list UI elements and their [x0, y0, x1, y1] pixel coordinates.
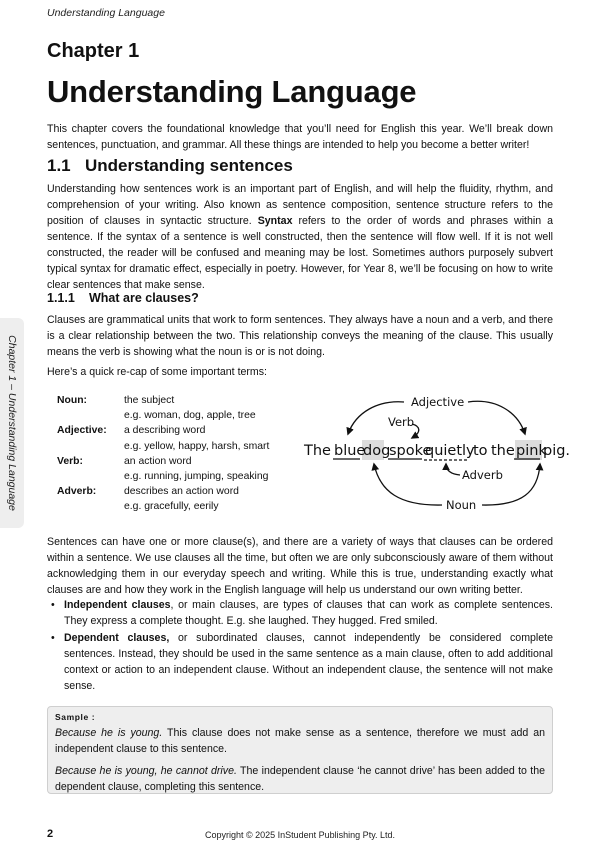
noun-arrow-left: [374, 464, 442, 505]
subsection-heading: [47, 291, 199, 305]
adverb-arrow: [446, 464, 460, 475]
sample-example-2-text: The independent clause ‘he cannot drive’ has been added to the dependent clause, completing this sentence.: [55, 765, 546, 793]
term-definition: the subject: [124, 395, 175, 406]
sample-example-2-clause: Because he is young, he cannot drive.: [55, 765, 237, 777]
word-the-2: the: [491, 443, 515, 459]
running-head: Understanding Language: [47, 7, 165, 19]
noun-label: Noun: [446, 498, 477, 512]
term-label: Verb:: [57, 455, 83, 467]
page-number: 2: [47, 828, 54, 840]
syntax-term: Syntax: [257, 215, 293, 227]
sample-example-1: [55, 725, 545, 757]
word-to: to: [473, 443, 488, 459]
word-pig: pig.: [543, 443, 571, 459]
word-spoke: spoke: [389, 443, 432, 459]
term-row: [57, 395, 269, 410]
adverb-label: Adverb: [462, 468, 503, 482]
section-paragraph: [47, 181, 553, 293]
word-blue: blue: [334, 443, 366, 459]
intro-text: This chapter covers the foundational knowledge that you’ll need for English this year. We’ll break down sentences, punctuation, and grammar. All these things are intended to help you become a better writer!: [47, 123, 553, 151]
list-item: [47, 597, 553, 629]
term-label: Adverb:: [57, 486, 97, 498]
verb-label: Verb: [388, 415, 415, 429]
section-number: 1.1: [47, 156, 71, 175]
sample-example-1-text: This clause does not make sense as a sentence, therefore we must add an independent clause to this sentence.: [55, 727, 545, 755]
copyright: Copyright © 2025 InStudent Publishing Pty. Ltd.: [204, 830, 396, 840]
terms-list: [57, 395, 269, 517]
term-row: [57, 471, 269, 486]
section-heading: [47, 156, 293, 176]
bullet-icon: •: [51, 632, 55, 644]
bullet-icon: •: [51, 599, 55, 611]
section-title: Understanding sentences: [85, 156, 293, 175]
sample-box: [47, 706, 553, 794]
clause-types-list: [47, 597, 553, 695]
term-row: [57, 486, 269, 501]
terms-table: [57, 395, 269, 517]
clauses-paragraph-text: Sentences can have one or more clause(s), and there are a variety of ways that clauses can be ordered within a sentence. We use clauses all the time, but often we are only subconsciously aware of them without acknowledging them in our everyday speech and writing. While this is true, understanding exactly what clauses are and how they work in the English language will help us understand our own writing better.: [47, 536, 553, 596]
sample-example-1-clause: Because he is young.: [55, 727, 163, 739]
section-para-before: Understanding how sentences work is an important part of English, and will help the fluidity, rhythm, and comprehension of your writing. Also known as sentence composition, sentence structure refers to the position of clauses in syntactic structure.: [47, 183, 553, 227]
term-definition: describes an action word: [124, 486, 239, 498]
chapter-title: Understanding Language: [47, 74, 417, 109]
word-quietly: quietly: [425, 443, 475, 459]
chapter-label: Chapter 1: [47, 40, 140, 62]
clauses-paragraph: [47, 534, 553, 598]
bullet-term: Dependent clauses,: [64, 632, 170, 644]
sample-example-2: [55, 763, 545, 795]
bullet-text: or subordinated clauses, cannot independently be considered complete sentences. Instead, they should be used in the same sentence as a main clause, often to add additional context or action to an independent clause. Without an independent clause, the sentence will not make sense.: [64, 632, 553, 692]
term-label: Adjective:: [57, 425, 107, 437]
recap-text: Here’s a quick re-cap of some important terms:: [47, 366, 268, 378]
word-the: The: [304, 443, 331, 459]
sample-label: Sample :: [55, 712, 96, 722]
side-tab-label: Chapter 1 – Understanding Language: [6, 335, 18, 511]
word-dog: dog: [363, 443, 391, 459]
term-row: [57, 441, 269, 456]
recap-line: [47, 364, 553, 380]
adjective-label: Adjective: [411, 395, 465, 409]
subsection-number: 1.1.1: [47, 291, 75, 305]
section-para-after: refers to the order of words and phrases within a sentence. If the syntax of a sentence is well constructed, then the sentence will flow well. If it is not well constructed, the reader will be confused and meaning may be lost. Sometimes authors purposely subvert typical syntax for dramatic effect, especially in poetry. However, for Year 8, we’ll be focusing on how to write clear sentences that make sense.: [47, 215, 553, 291]
term-label: Noun:: [57, 395, 88, 406]
term-example: e.g. yellow, happy, harsh, smart: [124, 440, 270, 452]
clauses-intro-text: Clauses are grammatical units that work to form sentences. They always have a noun and a verb, and there is a clear relationship between the two. This relationship conveys the meaning of the clause. This usually means the verb is showing what the noun is or is not doing.: [47, 314, 553, 358]
list-item: [47, 630, 553, 694]
term-definition: a describing word: [124, 425, 206, 437]
intro-paragraph: [47, 121, 553, 153]
parts-of-speech-diagram: [300, 388, 571, 518]
term-example: e.g. gracefully, eerily: [124, 501, 219, 513]
subsection-title: What are clauses?: [89, 291, 199, 305]
bullet-term: Independent clauses: [64, 599, 171, 611]
adjective-arrow-right: [468, 401, 525, 434]
term-example: e.g. woman, dog, apple, tree: [124, 410, 256, 422]
term-row: [57, 501, 269, 516]
clauses-intro: [47, 312, 553, 360]
bullet-text: , or main clauses, are types of clauses that can work as complete sentences. They express a complete thought. E.g. she laughed. They hugged. Fred smiled.: [64, 599, 553, 627]
term-row: [57, 456, 269, 471]
word-pink: pink: [516, 443, 547, 459]
term-row: [57, 410, 269, 425]
term-example: e.g. running, jumping, speaking: [124, 470, 269, 482]
term-row: [57, 425, 269, 440]
term-definition: an action word: [124, 455, 192, 467]
